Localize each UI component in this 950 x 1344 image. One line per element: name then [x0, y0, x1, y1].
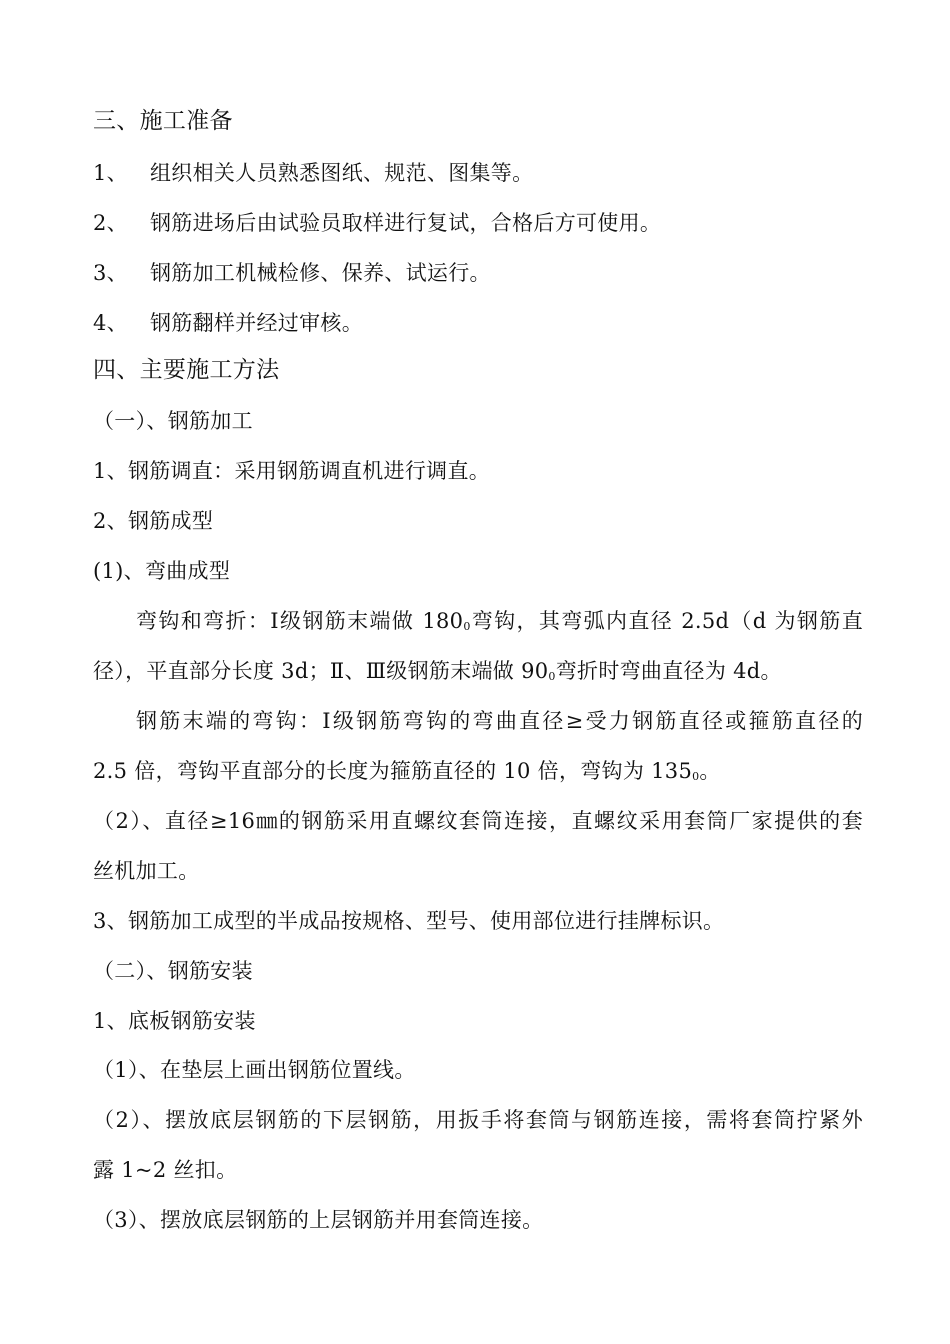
text-span: 径），平直部分长度 3d；Ⅱ、Ⅲ级钢筋末端做 90	[93, 659, 549, 683]
text-span: 弯折时弯曲直径为 4d。	[555, 659, 782, 683]
item-3: 3、钢筋加工成型的半成品按规格、型号、使用部位进行挂牌标识。	[93, 909, 725, 933]
paragraph-1-line-2	[93, 657, 863, 691]
degree-mark: 0	[692, 770, 700, 783]
install-sub-2-line-2: 露 1~2 丝扣。	[93, 1158, 238, 1182]
degree-mark: 0	[548, 670, 556, 683]
prep-item-number: 2、	[93, 211, 128, 235]
sub-item-1: (1)、弯曲成型	[93, 559, 231, 583]
prep-item-1	[93, 159, 863, 187]
install-sub-3: （3）、摆放底层钢筋的上层钢筋并用套筒连接。	[93, 1208, 544, 1232]
subsection-1: （一）、钢筋加工	[93, 409, 253, 433]
prep-item-text: 组织相关人员熟悉图纸、规范、图集等。	[150, 161, 534, 185]
install-sub-2-line-1: （2）、摆放底层钢筋的下层钢筋，用扳手将套筒与钢筋连接，需将套筒拧紧外	[93, 1108, 863, 1132]
paragraph-1-line-1	[136, 607, 863, 641]
install-item-1: 1、底板钢筋安装	[93, 1009, 256, 1033]
prep-item-number: 4、	[93, 311, 128, 335]
prep-item-2	[93, 209, 863, 237]
section-heading-3: 三、施工准备	[93, 108, 233, 134]
text-span: 。	[699, 759, 721, 783]
install-sub-1: （1）、在垫层上画出钢筋位置线。	[93, 1058, 416, 1082]
prep-item-text: 钢筋翻样并经过审核。	[150, 311, 363, 335]
subsection-2: （二）、钢筋安装	[93, 959, 253, 983]
degree-mark: 0	[463, 620, 471, 633]
sub-item-2-line-2: 丝机加工。	[93, 859, 200, 883]
text-span: 弯钩和弯折：Ⅰ级钢筋末端做 180	[136, 609, 464, 633]
text-span: 2.5 倍，弯钩平直部分的长度为箍筋直径的 10 倍，弯钩为 135	[93, 759, 693, 783]
paragraph-2-line-2	[93, 757, 863, 791]
prep-item-3	[93, 259, 863, 287]
paragraph-2-line-1: 钢筋末端的弯钩：Ⅰ级钢筋弯钩的弯曲直径≥受力钢筋直径或箍筋直径的	[136, 709, 863, 733]
prep-item-number: 1、	[93, 161, 128, 185]
prep-item-4	[93, 309, 863, 337]
prep-item-number: 3、	[93, 261, 128, 285]
item-1: 1、钢筋调直：采用钢筋调直机进行调直。	[93, 459, 491, 483]
prep-item-text: 钢筋进场后由试验员取样进行复试，合格后方可使用。	[150, 211, 662, 235]
prep-item-text: 钢筋加工机械检修、保养、试运行。	[150, 261, 491, 285]
section-heading-4: 四、主要施工方法	[93, 357, 280, 383]
item-2: 2、钢筋成型	[93, 509, 214, 533]
text-span: 弯钩，其弯弧内直径 2.5d（d 为钢筋直	[470, 609, 863, 633]
sub-item-2-line-1: （2）、直径≥16㎜的钢筋采用直螺纹套筒连接，直螺纹采用套筒厂家提供的套	[93, 809, 863, 833]
